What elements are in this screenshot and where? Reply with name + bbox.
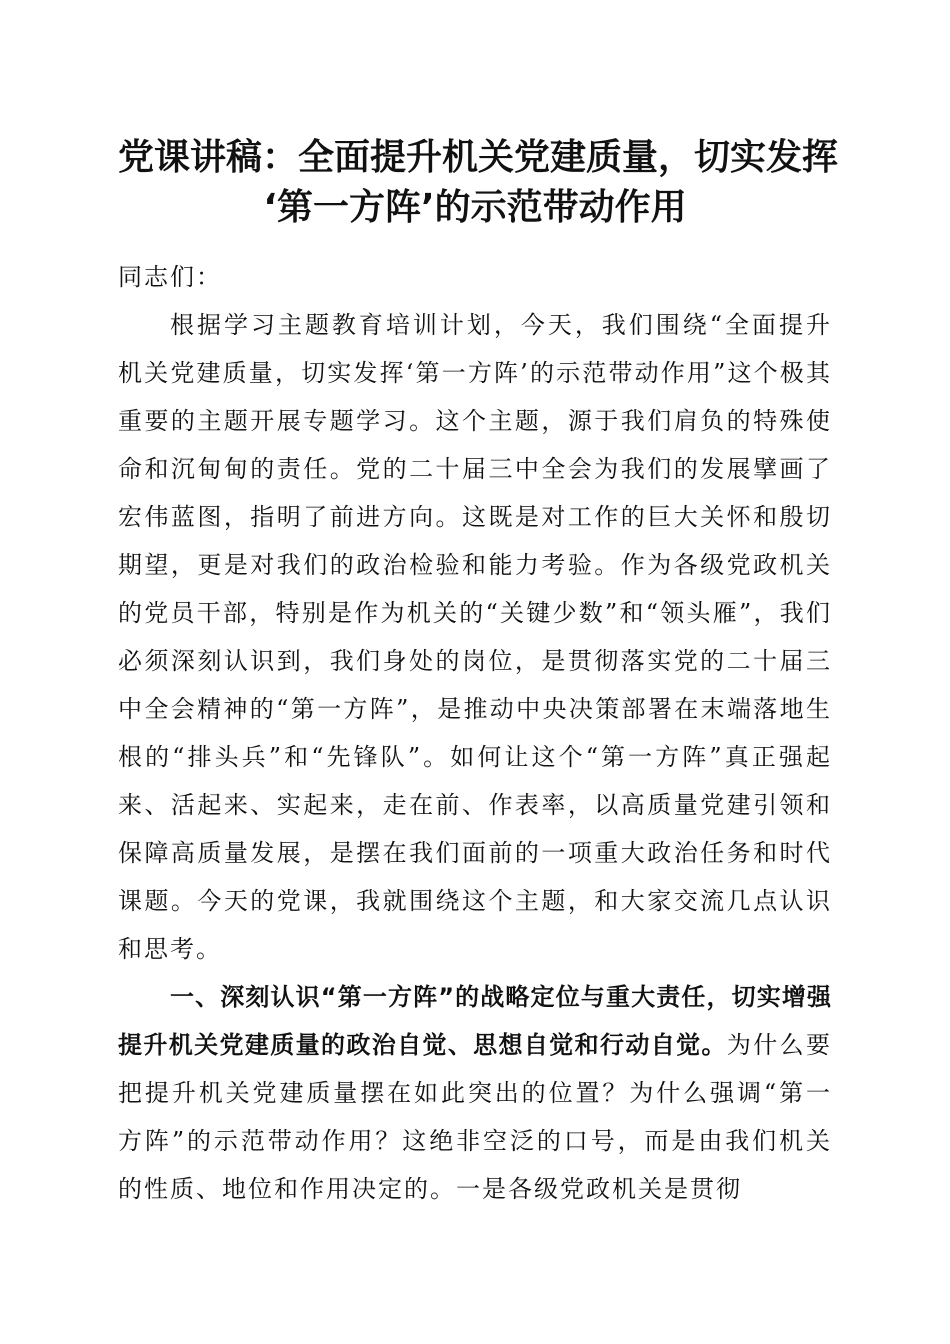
section-1-heading: 一、深刻认识“第一方阵”的战略定位与重大责任，切实增强提升机关党建质量的政治自觉、思想自觉和行动自觉。 — [118, 983, 832, 1059]
salutation: 同志们： — [118, 263, 222, 291]
intro-paragraph: 根据学习主题教育培训计划，今天，我们围绕“全面提升机关党建质量，切实发挥‘第一方阵’的示范带动作用”这个极其重要的主题开展专题学习。这个主题，源于我们肩负的特殊使命和沉甸甸的责任。党的二十届三中全会为我们的发展擘画了宏伟蓝图，指明了前进方向。这既是对工作的巨大关怀和殷切期望，更是对我们的政治检验和能力考验。作为各级党政机关的党员干部，特别是作为机关的“关键少数”和“领头雁”，我们必须深刻认识到，我们身处的岗位，是贯彻落实党的二十届三中全会精神的“第一方阵”，是推动中央决策部署在末端落地生根的“排头兵”和“先锋队”。如何让这个“第一方阵”真正强起来、活起来、实起来，走在前、作表率，以高质量党建引领和保障高质量发展，是摆在我们面前的一项重大政治任务和时代课题。今天的党课，我就围绕这个主题，和大家交流几点认识和思考。 — [118, 311, 832, 963]
section-1-paragraph — [118, 973, 832, 1213]
title-line-1: 党课讲稿：全面提升机关党建质量，切实发挥 — [118, 137, 839, 178]
document-title — [118, 133, 839, 233]
section-1-text: 为什么要把提升机关党建质量摆在如此突出的位置？为什么强调“第一方阵”的示范带动作用？这绝非空泛的口号，而是由我们机关的性质、地位和作用决定的。一是各级党政机关是贯彻 — [118, 1031, 833, 1203]
document-body — [118, 253, 832, 1213]
title-line-2: ‘第一方阵’的示范带动作用 — [263, 187, 687, 228]
